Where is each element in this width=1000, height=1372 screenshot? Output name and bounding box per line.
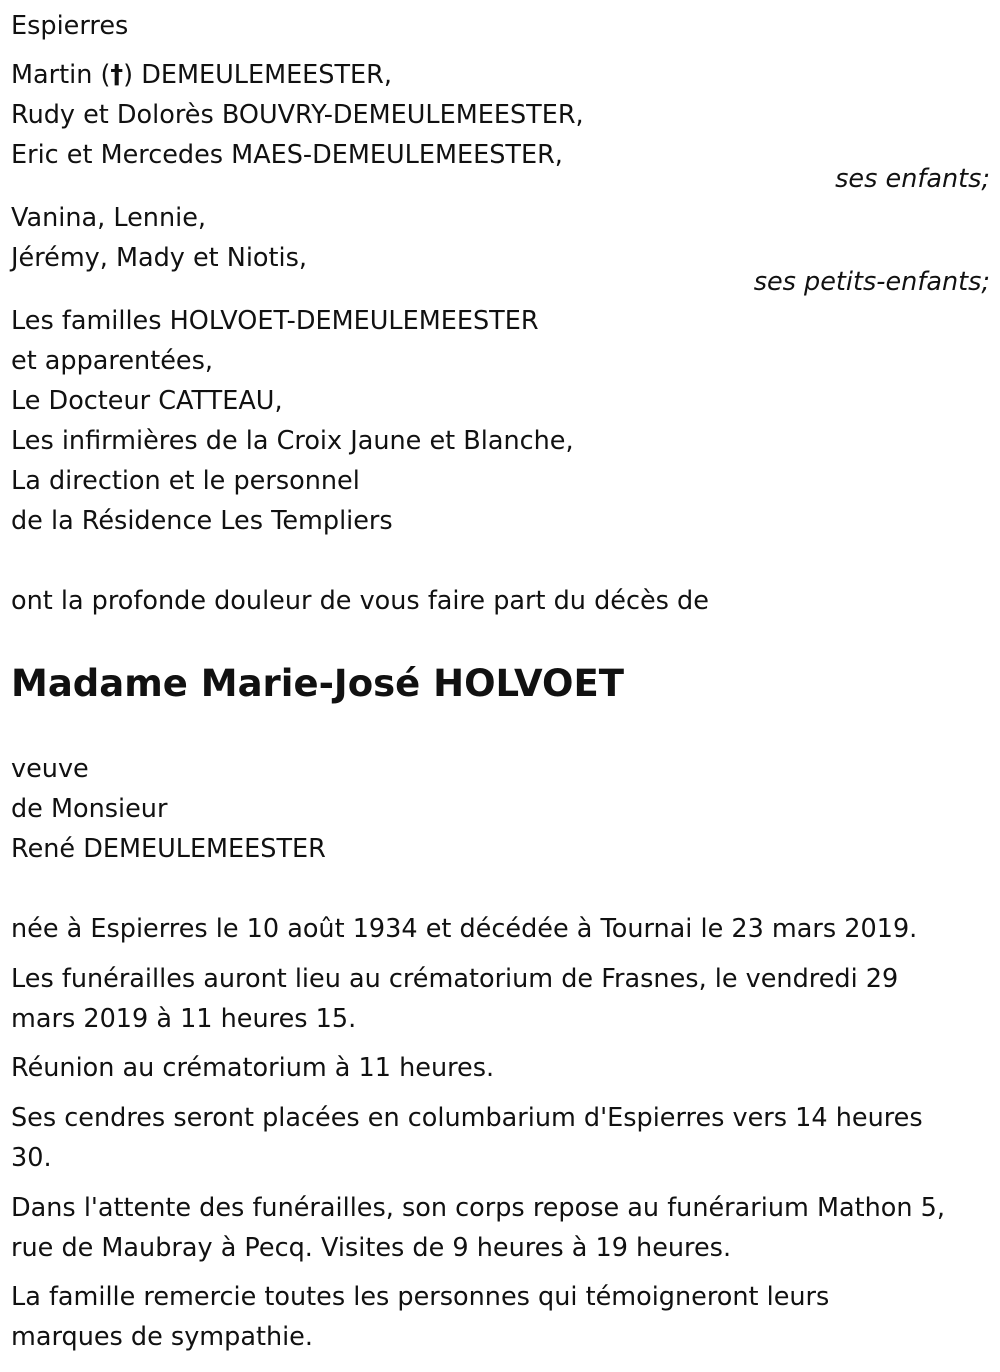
widow-line-2: de Monsieur bbox=[11, 794, 168, 824]
meeting-text: Réunion au crématorium à 11 heures. bbox=[11, 1053, 495, 1083]
thanks-text-2: marques de sympathie. bbox=[11, 1322, 313, 1352]
place-name: Espierres bbox=[11, 11, 129, 41]
child-martin bbox=[11, 60, 392, 90]
child-rudy: Rudy et Dolorès BOUVRY-DEMEULEMEESTER, bbox=[11, 100, 584, 130]
repose-text-1: Dans l'attente des funérailles, son corps repose au funérarium Mathon 5, bbox=[11, 1193, 945, 1223]
funeral-text-1: Les funérailles auront lieu au crématorium de Frasnes, le vendredi 29 bbox=[11, 964, 899, 994]
grandchildren-label: ses petits-enfants; bbox=[753, 267, 990, 297]
others-line-1: Les familles HOLVOET-DEMEULEMEESTER bbox=[11, 306, 539, 336]
grandchildren-line-2: Jérémy, Mady et Niotis, bbox=[11, 243, 308, 273]
others-line-4: Les infirmières de la Croix Jaune et Blanche, bbox=[11, 426, 574, 456]
others-line-3: Le Docteur CATTEAU, bbox=[11, 386, 283, 416]
widow-line-1: veuve bbox=[11, 754, 89, 784]
birth-death-text: née à Espierres le 10 août 1934 et décédée à Tournai le 23 mars 2019. bbox=[11, 914, 918, 944]
deceased-name: Madame Marie-José HOLVOET bbox=[11, 662, 624, 705]
thanks-text-1: La famille remercie toutes les personnes qui témoigneront leurs bbox=[11, 1282, 830, 1312]
announcement-text: ont la profonde douleur de vous faire part du décès de bbox=[11, 586, 709, 616]
ashes-text-2: 30. bbox=[11, 1143, 52, 1173]
cross-icon: † bbox=[110, 60, 124, 90]
grandchildren-line-1: Vanina, Lennie, bbox=[11, 203, 206, 233]
child-martin-last: ) DEMEULEMEESTER, bbox=[123, 60, 392, 90]
others-line-2: et apparentées, bbox=[11, 346, 213, 376]
child-martin-first: Martin ( bbox=[11, 60, 111, 90]
child-eric: Eric et Mercedes MAES-DEMEULEMEESTER, bbox=[11, 140, 563, 170]
children-label: ses enfants; bbox=[835, 164, 990, 194]
ashes-text-1: Ses cendres seront placées en columbarium d'Espierres vers 14 heures bbox=[11, 1103, 923, 1133]
widow-line-3: René DEMEULEMEESTER bbox=[11, 834, 326, 864]
repose-text-2: rue de Maubray à Pecq. Visites de 9 heures à 19 heures. bbox=[11, 1233, 732, 1263]
funeral-text-2: mars 2019 à 11 heures 15. bbox=[11, 1004, 357, 1034]
others-line-5: La direction et le personnel bbox=[11, 466, 360, 496]
others-line-6: de la Résidence Les Templiers bbox=[11, 506, 393, 536]
